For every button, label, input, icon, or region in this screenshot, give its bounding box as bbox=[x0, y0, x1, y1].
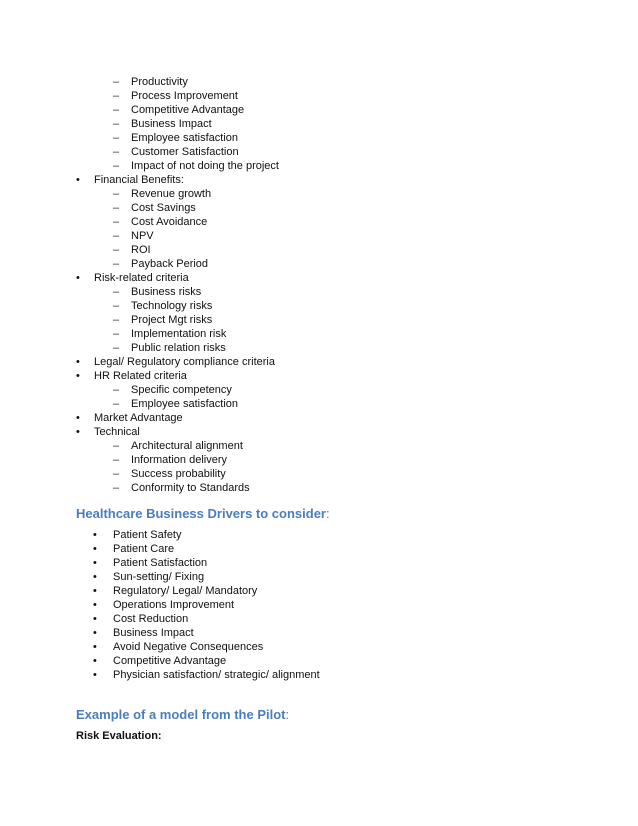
dash-icon: – bbox=[113, 454, 120, 466]
list-item bbox=[0, 89, 638, 103]
bullet-icon: • bbox=[76, 412, 80, 424]
bullet-icon: • bbox=[93, 585, 97, 597]
list-item bbox=[0, 453, 638, 467]
list-item bbox=[0, 173, 638, 187]
dash-icon: – bbox=[113, 300, 120, 312]
list-item-text: Patient Safety bbox=[113, 529, 182, 541]
dash-icon: – bbox=[113, 286, 120, 298]
healthcare-drivers-heading bbox=[76, 506, 330, 522]
list-item bbox=[0, 145, 638, 159]
list-item-text: Architectural alignment bbox=[131, 440, 243, 452]
list-item-text: Conformity to Standards bbox=[131, 482, 250, 494]
pilot-model-heading-text: Example of a model from the Pilot bbox=[76, 707, 286, 722]
bullet-icon: • bbox=[93, 669, 97, 681]
list-item bbox=[0, 481, 638, 495]
list-item bbox=[0, 598, 638, 612]
dash-icon: – bbox=[113, 132, 120, 144]
list-item bbox=[0, 612, 638, 626]
dash-icon: – bbox=[113, 160, 120, 172]
list-item-text: Legal/ Regulatory compliance criteria bbox=[94, 356, 275, 368]
list-item-text: Cost Avoidance bbox=[131, 216, 208, 228]
list-item-text: Technical bbox=[94, 426, 140, 438]
list-item bbox=[0, 285, 638, 299]
list-item-text: Success probability bbox=[131, 468, 226, 480]
list-item bbox=[0, 570, 638, 584]
dash-icon: – bbox=[113, 216, 120, 228]
dash-icon: – bbox=[113, 90, 120, 102]
list-item-text: Market Advantage bbox=[94, 412, 183, 424]
dash-icon: – bbox=[113, 398, 120, 410]
bullet-icon: • bbox=[76, 356, 80, 368]
dash-icon: – bbox=[113, 146, 120, 158]
list-item bbox=[0, 383, 638, 397]
dash-icon: – bbox=[113, 118, 120, 130]
list-item bbox=[0, 411, 638, 425]
list-item-text: Cost Reduction bbox=[113, 613, 189, 625]
list-item bbox=[0, 187, 638, 201]
bullet-icon: • bbox=[76, 426, 80, 438]
list-item-text: Competitive Advantage bbox=[113, 655, 227, 667]
list-item bbox=[0, 626, 638, 640]
list-item-text: Avoid Negative Consequences bbox=[113, 641, 264, 653]
list-item bbox=[0, 397, 638, 411]
list-item bbox=[0, 243, 638, 257]
healthcare-drivers-heading-text: Healthcare Business Drivers to consider bbox=[76, 506, 326, 521]
dash-icon: – bbox=[113, 202, 120, 214]
list-item-text: Payback Period bbox=[131, 258, 209, 270]
bullet-icon: • bbox=[93, 599, 97, 611]
bullet-icon: • bbox=[93, 613, 97, 625]
dash-icon: – bbox=[113, 230, 120, 242]
bullet-icon: • bbox=[76, 174, 80, 186]
list-item bbox=[0, 201, 638, 215]
list-item-text: Impact of not doing the project bbox=[131, 160, 279, 172]
bullet-icon: • bbox=[76, 370, 80, 382]
list-item-text: Business risks bbox=[131, 286, 202, 298]
pilot-model-heading bbox=[76, 707, 289, 723]
criteria-list bbox=[0, 75, 638, 495]
list-item-text: Customer Satisfaction bbox=[131, 146, 239, 158]
list-item-text: Regulatory/ Legal/ Mandatory bbox=[113, 585, 258, 597]
list-item bbox=[0, 528, 638, 542]
list-item bbox=[0, 640, 638, 654]
bullet-icon: • bbox=[76, 272, 80, 284]
list-item-text: NPV bbox=[131, 230, 154, 242]
list-item bbox=[0, 159, 638, 173]
bullet-icon: • bbox=[93, 557, 97, 569]
dash-icon: – bbox=[113, 104, 120, 116]
list-item-text: Cost Savings bbox=[131, 202, 196, 214]
list-item bbox=[0, 584, 638, 598]
list-item bbox=[0, 425, 638, 439]
list-item bbox=[0, 327, 638, 341]
bullet-icon: • bbox=[93, 529, 97, 541]
list-item-text: Physician satisfaction/ strategic/ alignment bbox=[113, 669, 320, 681]
list-item bbox=[0, 439, 638, 453]
healthcare-drivers-heading-colon: : bbox=[326, 506, 330, 521]
list-item bbox=[0, 271, 638, 285]
list-item-text: Financial Benefits: bbox=[94, 174, 184, 186]
risk-evaluation-label: Risk Evaluation: bbox=[76, 730, 162, 742]
dash-icon: – bbox=[113, 342, 120, 354]
list-item-text: ROI bbox=[131, 244, 151, 256]
dash-icon: – bbox=[113, 440, 120, 452]
dash-icon: – bbox=[113, 258, 120, 270]
list-item bbox=[0, 668, 638, 682]
list-item bbox=[0, 369, 638, 383]
list-item bbox=[0, 117, 638, 131]
list-item bbox=[0, 299, 638, 313]
list-item-text: Project Mgt risks bbox=[131, 314, 213, 326]
list-item bbox=[0, 215, 638, 229]
list-item bbox=[0, 654, 638, 668]
bullet-icon: • bbox=[93, 641, 97, 653]
list-item bbox=[0, 75, 638, 89]
list-item-text: Business Impact bbox=[131, 118, 212, 130]
healthcare-drivers-list bbox=[0, 528, 638, 682]
list-item-text: HR Related criteria bbox=[94, 370, 187, 382]
list-item bbox=[0, 355, 638, 369]
dash-icon: – bbox=[113, 188, 120, 200]
list-item-text: Sun-setting/ Fixing bbox=[113, 571, 205, 583]
list-item bbox=[0, 313, 638, 327]
list-item bbox=[0, 229, 638, 243]
dash-icon: – bbox=[113, 244, 120, 256]
bullet-icon: • bbox=[93, 627, 97, 639]
dash-icon: – bbox=[113, 76, 120, 88]
list-item-text: Information delivery bbox=[131, 454, 227, 466]
list-item bbox=[0, 131, 638, 145]
list-item-text: Competitive Advantage bbox=[131, 104, 245, 116]
list-item-text: Revenue growth bbox=[131, 188, 212, 200]
dash-icon: – bbox=[113, 468, 120, 480]
list-item-text: Public relation risks bbox=[131, 342, 226, 354]
dash-icon: – bbox=[113, 384, 120, 396]
list-item-text: Risk-related criteria bbox=[94, 272, 189, 284]
pilot-model-heading-colon: : bbox=[285, 707, 290, 722]
list-item-text: Technology risks bbox=[131, 300, 213, 312]
list-item-text: Patient Care bbox=[113, 543, 175, 555]
list-item-text: Employee satisfaction bbox=[131, 132, 238, 144]
dash-icon: – bbox=[113, 314, 120, 326]
list-item-text: Process Improvement bbox=[131, 90, 238, 102]
list-item bbox=[0, 556, 638, 570]
list-item bbox=[0, 341, 638, 355]
list-item-text: Employee satisfaction bbox=[131, 398, 238, 410]
dash-icon: – bbox=[113, 328, 120, 340]
list-item-text: Operations Improvement bbox=[113, 599, 235, 611]
list-item bbox=[0, 103, 638, 117]
list-item-text: Patient Satisfaction bbox=[113, 557, 208, 569]
list-item-text: Implementation risk bbox=[131, 328, 227, 340]
list-item bbox=[0, 467, 638, 481]
list-item-text: Business Impact bbox=[113, 627, 194, 639]
list-item bbox=[0, 542, 638, 556]
list-item-text: Specific competency bbox=[131, 384, 232, 396]
bullet-icon: • bbox=[93, 655, 97, 667]
list-item-text: Productivity bbox=[131, 76, 188, 88]
bullet-icon: • bbox=[93, 543, 97, 555]
list-item bbox=[0, 257, 638, 271]
dash-icon: – bbox=[113, 482, 120, 494]
bullet-icon: • bbox=[93, 571, 97, 583]
